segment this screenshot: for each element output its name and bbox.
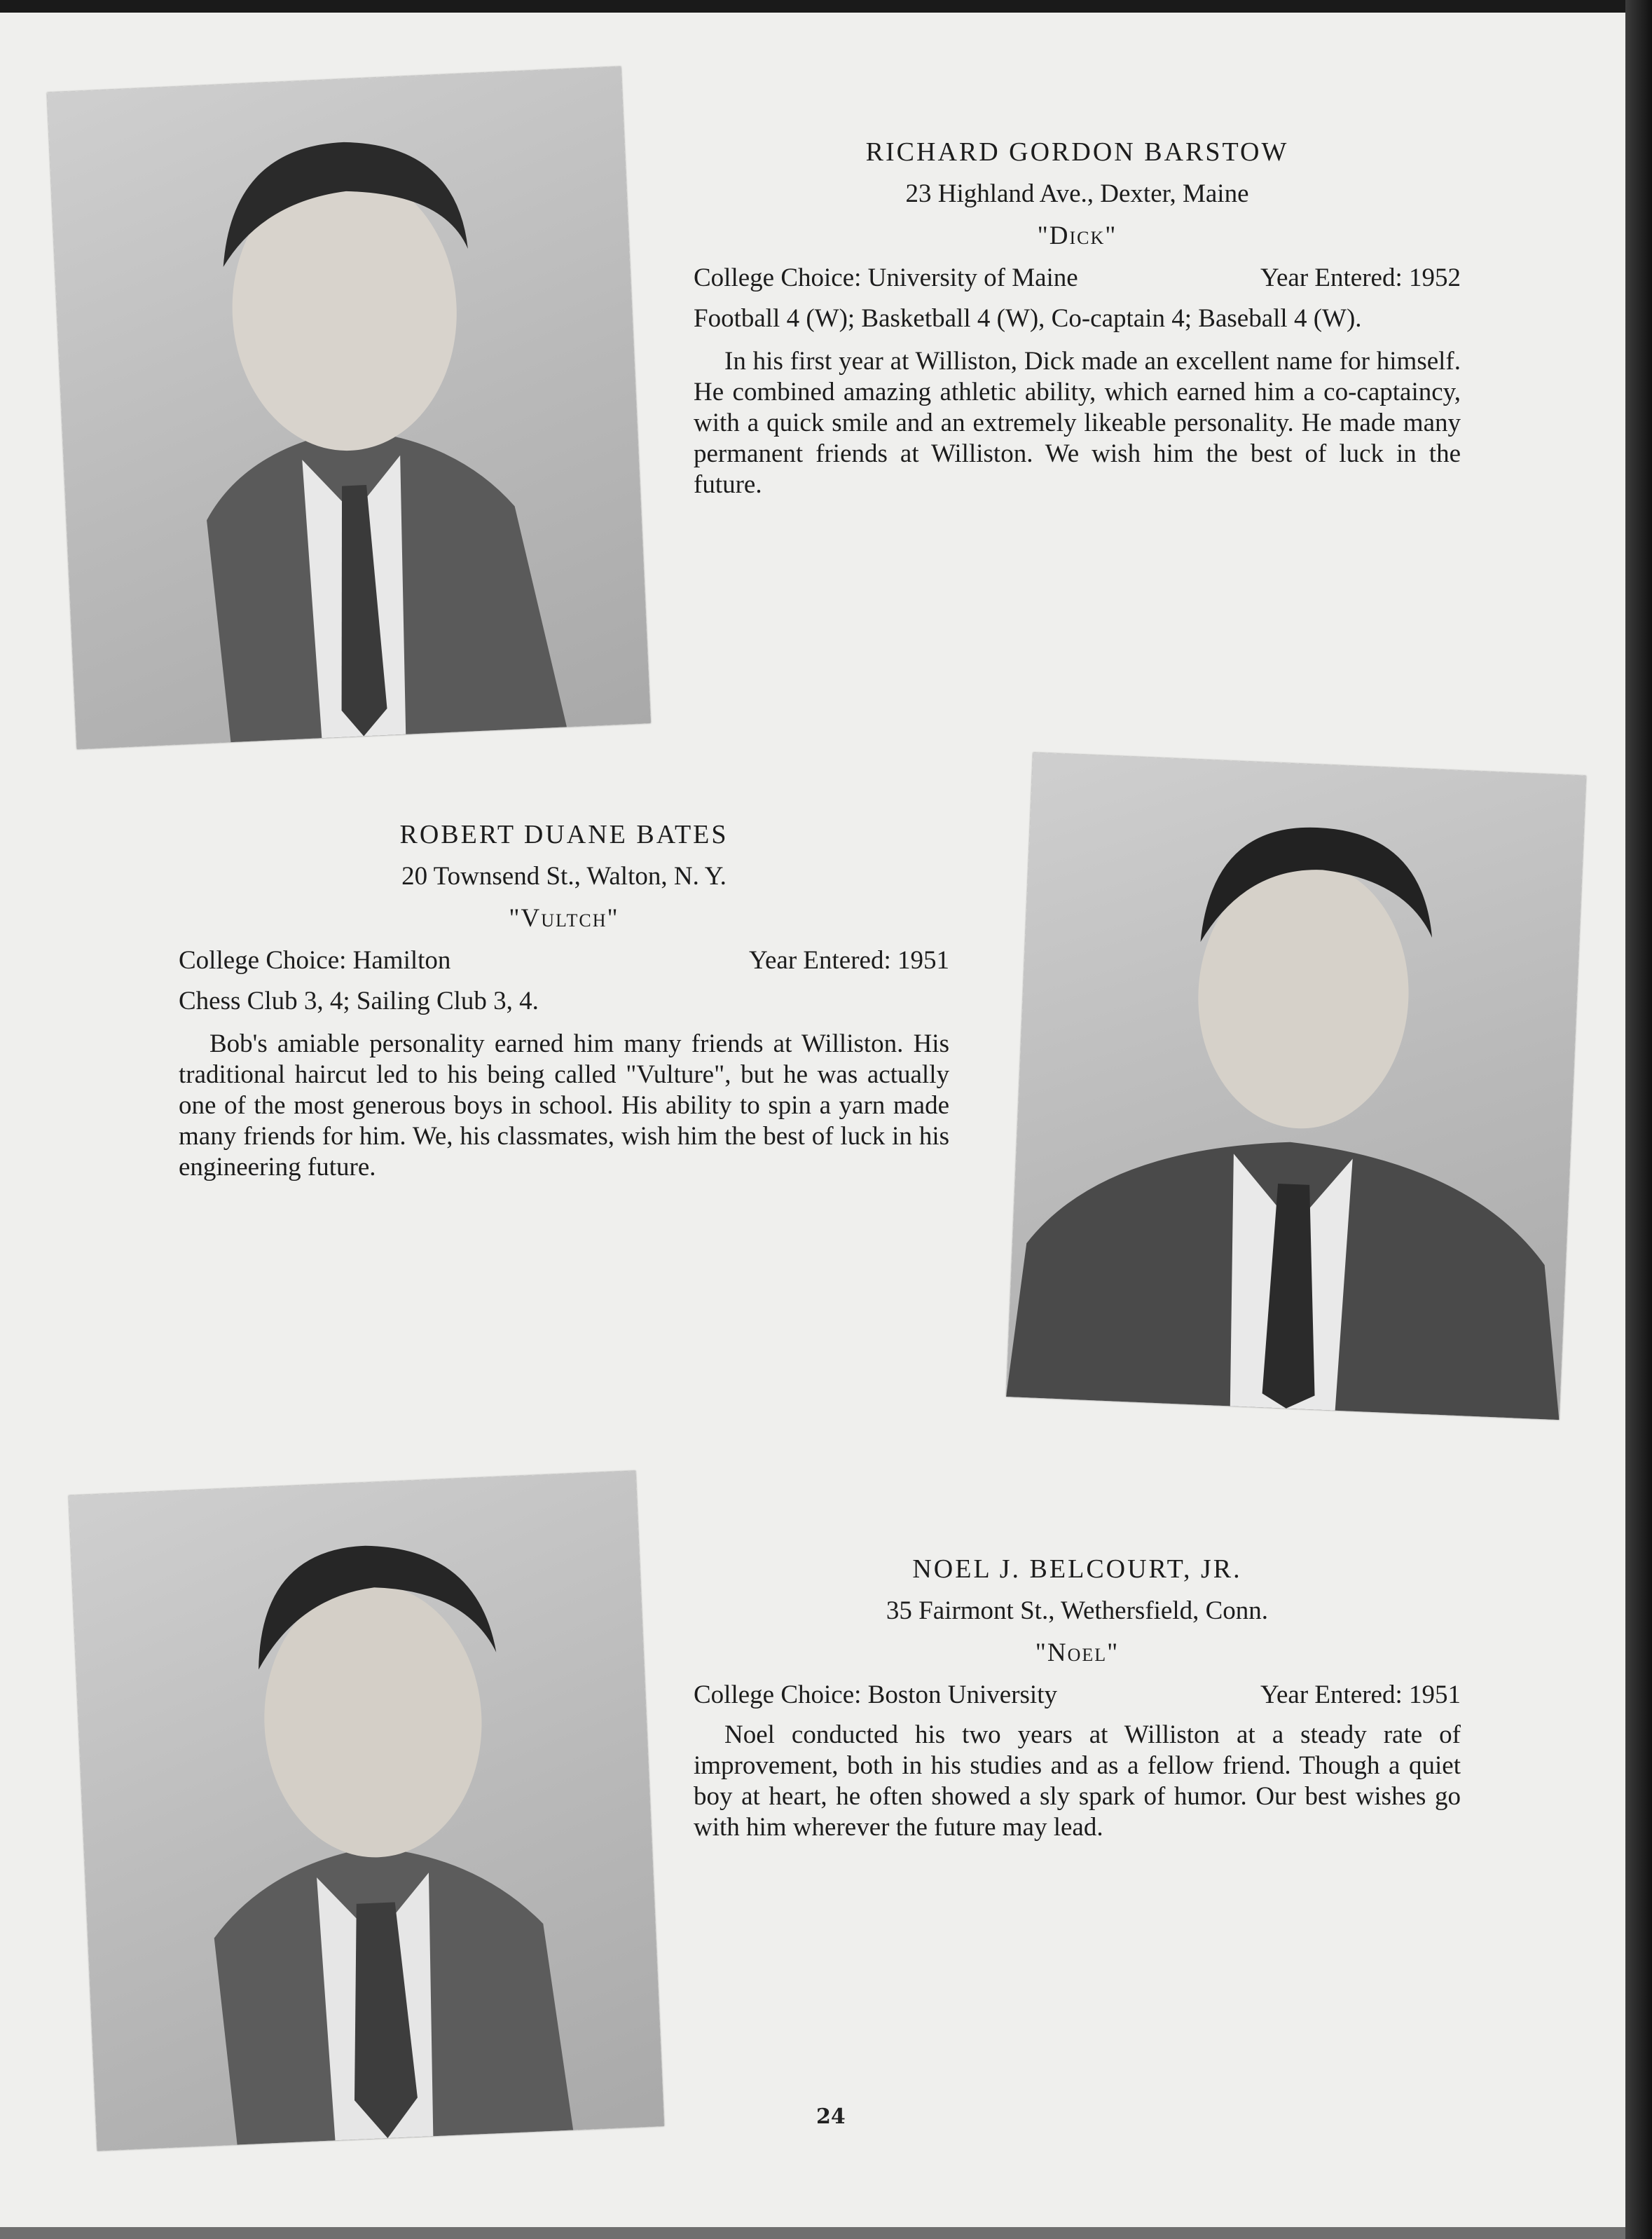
scan-right-border [1625, 0, 1652, 2239]
student-nickname: "Vultch" [509, 904, 619, 933]
yearbook-page [0, 13, 1625, 2227]
entry-belcourt [694, 1553, 1461, 1843]
entry-barstow [694, 136, 1461, 500]
page-number: 24 [816, 2104, 846, 2129]
student-name: RICHARD GORDON BARSTOW [865, 137, 1289, 167]
college-year-row [179, 945, 949, 977]
year-entered: Year Entered: 1952 [1260, 263, 1461, 292]
student-activities: Chess Club 3, 4; Sailing Club 3, 4. [179, 987, 539, 1015]
college-choice: College Choice: University of Maine [694, 263, 1078, 292]
student-bio: Noel conducted his two years at Williston at a steady rate of improvement, both in his studies and as a fellow friend. Though a quiet boy at heart, he often showed a sly spark of humor. Our best wishes go with him wherever the future may lead. [694, 1720, 1461, 1842]
portrait-photo-belcourt [69, 1471, 664, 2151]
entry-bates [179, 819, 949, 1183]
college-year-row [694, 1679, 1461, 1711]
student-activities: Football 4 (W); Basketball 4 (W), Co-captain 4; Baseball 4 (W). [694, 304, 1362, 333]
year-entered: Year Entered: 1951 [748, 946, 949, 975]
portrait-photo-bates [1006, 753, 1586, 1420]
student-name: NOEL J. BELCOURT, JR. [912, 1554, 1242, 1584]
student-address: 20 Townsend St., Walton, N. Y. [401, 862, 727, 891]
student-address: 35 Fairmont St., Wethersfield, Conn. [886, 1596, 1269, 1625]
college-choice: College Choice: Hamilton [179, 946, 451, 975]
student-address: 23 Highland Ave., Dexter, Maine [905, 179, 1249, 208]
college-year-row [694, 262, 1461, 294]
student-nickname: "Dick" [1037, 221, 1117, 250]
year-entered: Year Entered: 1951 [1260, 1680, 1461, 1709]
college-choice: College Choice: Boston University [694, 1680, 1057, 1709]
student-bio: In his first year at Williston, Dick made an excellent name for himself. He combined amazing athletic ability, which earned him a co-captaincy, with a quick smile and an extremely likeable personality. He made many permanent friends at Williston. We wish him the best of luck in the future. [694, 347, 1461, 499]
portrait-photo-barstow [47, 67, 651, 749]
student-nickname: "Noel" [1035, 1638, 1120, 1667]
student-bio: Bob's amiable personality earned him many friends at Williston. His traditional haircut led to his being called "Vulture", but he was actually one of the most generous boys in school. His ability to spin a yarn made many friends for him. We, his classmates, wish him the best of luck in his engineering future. [179, 1029, 949, 1182]
scan-top-border [0, 0, 1652, 13]
student-name: ROBERT DUANE BATES [399, 820, 729, 849]
